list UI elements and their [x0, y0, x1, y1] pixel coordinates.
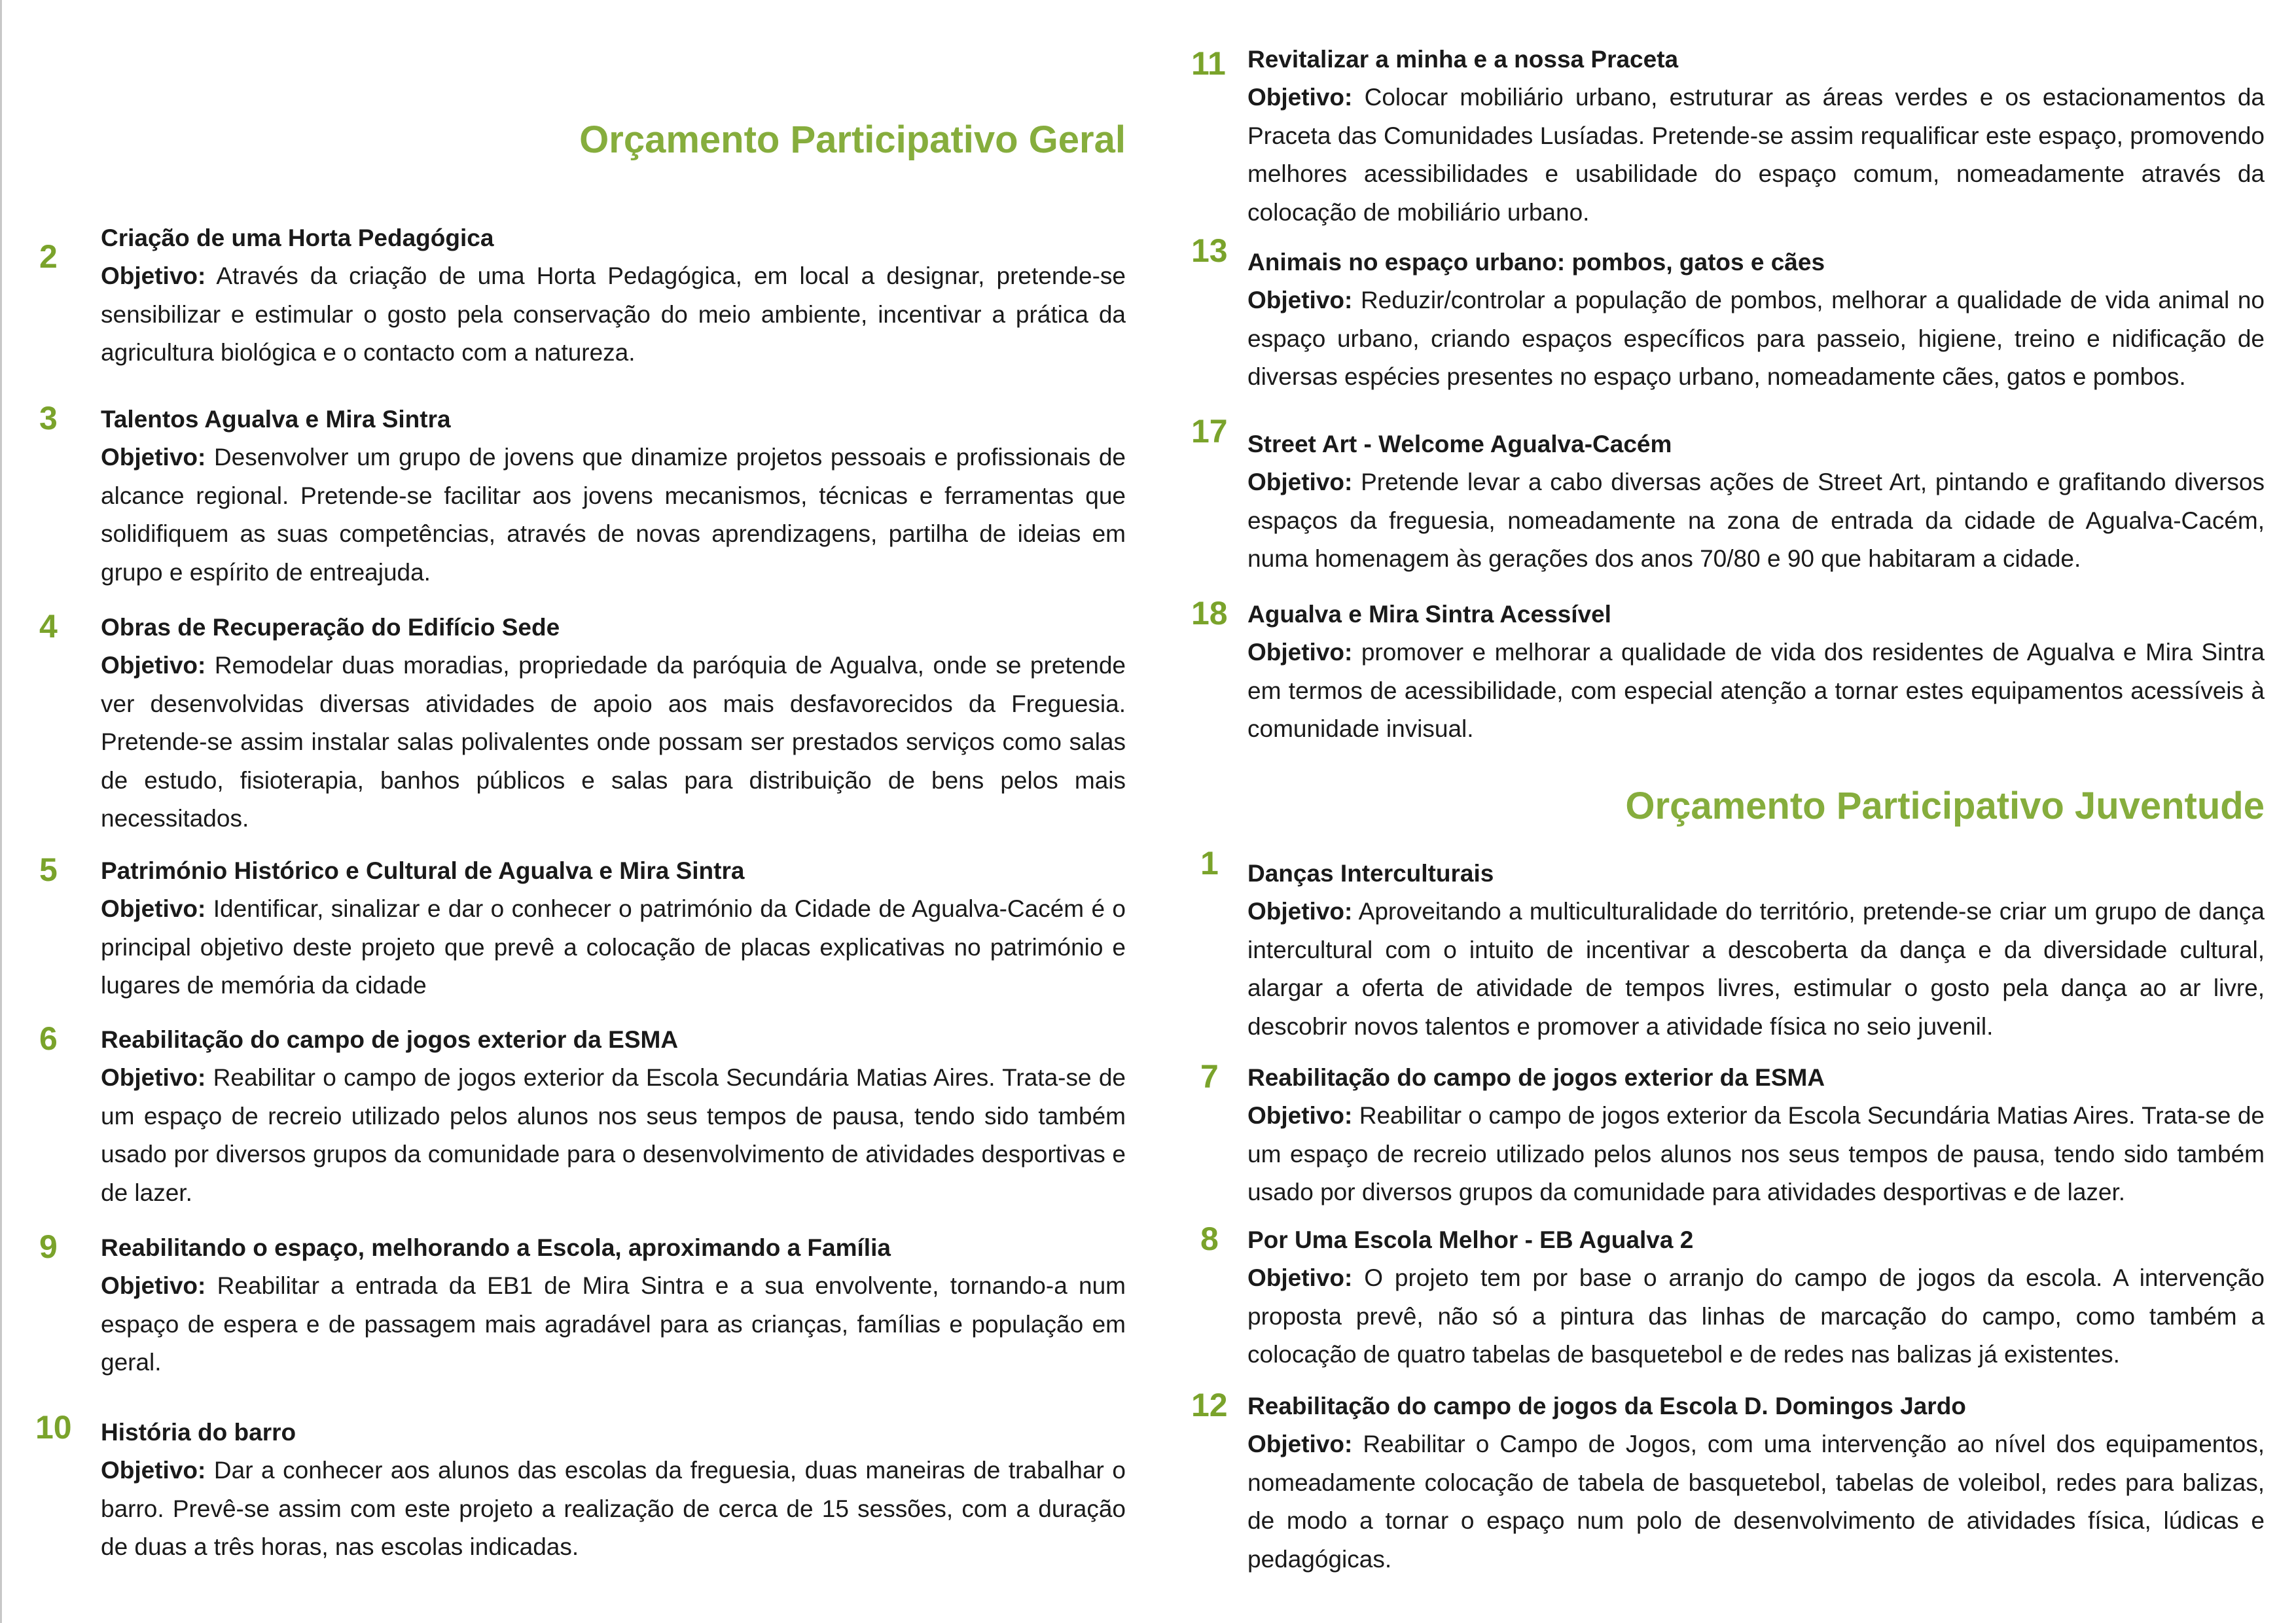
project-body — [101, 1021, 1126, 1212]
project-number: 4 — [39, 608, 58, 645]
project-title: Street Art - Welcome Agualva-Cacém — [1247, 431, 1672, 457]
project-description-text: Identificar, sinalizar e dar o conhecer o património da Cidade de Agualva-Cacém é o principal objetivo deste projeto que prevê a colocação de placas explicativas no património e lugares de memória da cidade — [101, 895, 1126, 999]
project-number: 6 — [39, 1020, 58, 1057]
project-body — [101, 219, 1126, 372]
project-item — [1191, 414, 2265, 579]
project-description-text: Aproveitando a multiculturalidade do território, pretende-se criar um grupo de dança intercultural com o intuito de incentivar a descoberta da dança e da diversidade cultural, alargar a oferta de atividade de tempos livres, estimular o gosto pela dança ao ar livre, descobrir novos talentos e promover a atividade física no seio juvenil. — [1247, 898, 2265, 1040]
page-edge-divider — [0, 0, 2, 1623]
project-description-text: Remodelar duas moradias, propriedade da paróquia de Agualva, onde se pretende ver desenvolvidas diversas atividades de apoio aos mais desfavorecidos da Freguesia. Pretende-se assim instalar salas polivalentes onde possam ser prestados serviços como salas de estudo, fisioterapia, banhos públicos e salas para distribuição de bens pelos mais necessitados. — [101, 652, 1126, 832]
objective-label: Objetivo: — [101, 652, 206, 679]
project-description-text: Através da criação de uma Horta Pedagógica, em local a designar, pretende-se sensibilizar e estimular o gosto pela conservação do meio ambiente, incentivar a prática da agricultura biológica e o contacto com a natureza. — [101, 262, 1126, 366]
project-title: Reabilitando o espaço, melhorando a Escola, aproximando a Família — [101, 1234, 891, 1261]
project-item — [39, 1229, 1126, 1382]
project-body — [1247, 414, 2265, 579]
project-body — [1247, 596, 2265, 749]
project-item — [35, 1409, 1126, 1567]
project-number: 5 — [39, 851, 58, 888]
project-item — [39, 401, 1126, 592]
project-title: Reabilitação do campo de jogos exterior da ESMA — [1247, 1064, 1825, 1091]
objective-label: Objetivo: — [1247, 1431, 1353, 1457]
objective-label: Objetivo: — [1247, 469, 1353, 495]
objective-label: Objetivo: — [101, 1064, 206, 1091]
project-body — [1247, 233, 2265, 397]
objective-label: Objetivo: — [101, 262, 206, 289]
project-item — [39, 219, 1126, 372]
project-description — [101, 1267, 1126, 1382]
project-description-text: Desenvolver um grupo de jovens que dinamize projetos pessoais e profissionais de alcance regional. Pretende-se facilitar aos jovens mecanismos, técnicas e ferramentas que solidifiquem as suas competências, através de novas aprendizagens, partilha de ideias em grupo e espírito de entreajuda. — [101, 444, 1126, 586]
section-title-juventude: Orçamento Participativo Juventude — [1625, 785, 2265, 827]
project-item — [1191, 1059, 2265, 1212]
project-description — [101, 647, 1126, 838]
objective-label: Objetivo: — [101, 895, 206, 922]
project-description — [101, 1452, 1126, 1567]
project-item — [1191, 233, 2265, 397]
project-body — [1247, 1387, 2265, 1578]
project-body — [1247, 41, 2265, 232]
project-description-text: Pretende levar a cabo diversas ações de Street Art, pintando e grafitando diversos espaços da freguesia, nomeadamente na zona de entrada da cidade de Agualva-Cacém, numa homenagem às gerações dos anos 70/80 e 90 que habitaram a cidade. — [1247, 469, 2265, 572]
project-title: Por Uma Escola Melhor - EB Agualva 2 — [1247, 1226, 1694, 1253]
objective-label: Objetivo: — [1247, 1264, 1353, 1291]
project-description-text: Reduzir/controlar a população de pombos, melhorar a qualidade de vida animal no espaço urbano, criando espaços específicos para passeio, higiene, treino e nidificação de diversas espécies presentes no espaço urbano, nomeadamente cães, gatos e pombos. — [1247, 287, 2265, 390]
project-item — [1191, 846, 2265, 1046]
project-number: 3 — [39, 400, 58, 437]
objective-label: Objetivo: — [1247, 84, 1353, 111]
project-description — [1247, 463, 2265, 579]
project-description — [1247, 1097, 2265, 1212]
project-description — [1247, 281, 2265, 397]
project-title: Danças Interculturais — [1247, 860, 1494, 887]
project-number: 8 — [1200, 1221, 1219, 1257]
project-number: 2 — [39, 238, 58, 275]
project-description — [1247, 893, 2265, 1046]
project-description — [101, 257, 1126, 372]
project-description — [101, 438, 1126, 592]
project-description-text: O projeto tem por base o arranjo do campo de jogos da escola. A intervenção proposta prevê, não só a pintura das linhas de marcação do campo, como também a colocação de quatro tabelas de basquetebol e de redes nas balizas já existentes. — [1247, 1264, 2265, 1368]
project-item — [1191, 1221, 2265, 1374]
project-body — [101, 1414, 1126, 1567]
project-number: 11 — [1191, 45, 1226, 82]
project-body — [1247, 846, 2265, 1046]
project-item — [1191, 596, 2265, 749]
project-number: 18 — [1191, 595, 1228, 632]
project-number: 17 — [1191, 413, 1228, 450]
project-title: História do barro — [101, 1419, 296, 1446]
project-item — [1191, 41, 2265, 232]
project-body — [101, 401, 1126, 592]
project-description-text: Colocar mobiliário urbano, estruturar as áreas verdes e os estacionamentos da Praceta das Comunidades Lusíadas. Pretende-se assim requalificar este espaço, promovendo melhores acessibilidades e usabilidade do espaço comum, nomeadamente através da colocação de mobiliário urbano. — [1247, 84, 2265, 226]
project-title: Património Histórico e Cultural de Agualva e Mira Sintra — [101, 857, 745, 884]
project-description — [1247, 1259, 2265, 1374]
project-body — [1247, 1221, 2265, 1374]
project-item — [39, 852, 1126, 1005]
project-item — [39, 609, 1126, 838]
project-title: Reabilitação do campo de jogos da Escola D. Domingos Jardo — [1247, 1393, 1966, 1419]
project-body — [101, 852, 1126, 1005]
project-number: 7 — [1200, 1058, 1219, 1095]
project-number: 12 — [1191, 1387, 1228, 1423]
objective-label: Objetivo: — [1247, 287, 1353, 313]
project-description-text: Reabilitar o campo de jogos exterior da Escola Secundária Matias Aires. Trata-se de um espaço de recreio utilizado pelos alunos nos seus tempos de pausa, tendo sido também usado por diversos grupos da comunidade para atividades desportivas e de lazer. — [1247, 1102, 2265, 1205]
project-body — [101, 609, 1126, 838]
project-description-text: Reabilitar a entrada da EB1 de Mira Sintra e a sua envolvente, tornando-a num espaço de espera e de passagem mais agradável para as crianças, famílias e população em geral. — [101, 1272, 1126, 1376]
project-title: Talentos Agualva e Mira Sintra — [101, 406, 451, 433]
project-number: 10 — [35, 1409, 72, 1446]
objective-label: Objetivo: — [1247, 1102, 1353, 1129]
section-title-geral: Orçamento Participativo Geral — [579, 118, 1126, 161]
project-title: Agualva e Mira Sintra Acessível — [1247, 601, 1611, 628]
objective-label: Objetivo: — [1247, 639, 1353, 666]
project-item — [39, 1021, 1126, 1212]
project-title: Reabilitação do campo de jogos exterior da ESMA — [101, 1026, 679, 1053]
project-description-text: Dar a conhecer aos alunos das escolas da freguesia, duas maneiras de trabalhar o barro. Prevê-se assim com este projeto a realização de cerca de 15 sessões, com a duração de duas a três horas, nas escolas indicadas. — [101, 1457, 1126, 1560]
project-body — [101, 1229, 1126, 1382]
objective-label: Objetivo: — [101, 1457, 206, 1484]
project-number: 9 — [39, 1228, 58, 1265]
project-description — [1247, 79, 2265, 232]
project-number: 13 — [1191, 232, 1228, 269]
project-description-text: promover e melhorar a qualidade de vida dos residentes de Agualva e Mira Sintra em termos de acessibilidade, com especial atenção a tornar estes equipamentos acessíveis à comunidade invisual. — [1247, 639, 2265, 742]
project-title: Animais no espaço urbano: pombos, gatos e cães — [1247, 249, 1825, 276]
project-description — [101, 890, 1126, 1005]
objective-label: Objetivo: — [1247, 898, 1353, 925]
project-description — [101, 1059, 1126, 1212]
project-number: 1 — [1200, 845, 1219, 882]
project-description-text: Reabilitar o Campo de Jogos, com uma intervenção ao nível dos equipamentos, nomeadamente colocação de tabela de basquetebol, tabelas de voleibol, redes para balizas, de modo a tornar o espaço num polo de desenvolvimento de atividades física, lúdicas e pedagógicas. — [1247, 1431, 2265, 1573]
objective-label: Objetivo: — [101, 1272, 206, 1299]
project-title: Revitalizar a minha e a nossa Praceta — [1247, 46, 1679, 73]
project-description-text: Reabilitar o campo de jogos exterior da Escola Secundária Matias Aires. Trata-se de um espaço de recreio utilizado pelos alunos nos seus tempos de pausa, tendo sido também usado por diversos grupos da comunidade para o desenvolvimento de atividades desportivas e de lazer. — [101, 1064, 1126, 1206]
project-description — [1247, 633, 2265, 749]
project-title: Criação de uma Horta Pedagógica — [101, 224, 494, 251]
project-description — [1247, 1425, 2265, 1578]
project-item — [1191, 1387, 2265, 1578]
project-body — [1247, 1059, 2265, 1212]
project-title: Obras de Recuperação do Edifício Sede — [101, 614, 560, 641]
objective-label: Objetivo: — [101, 444, 206, 471]
